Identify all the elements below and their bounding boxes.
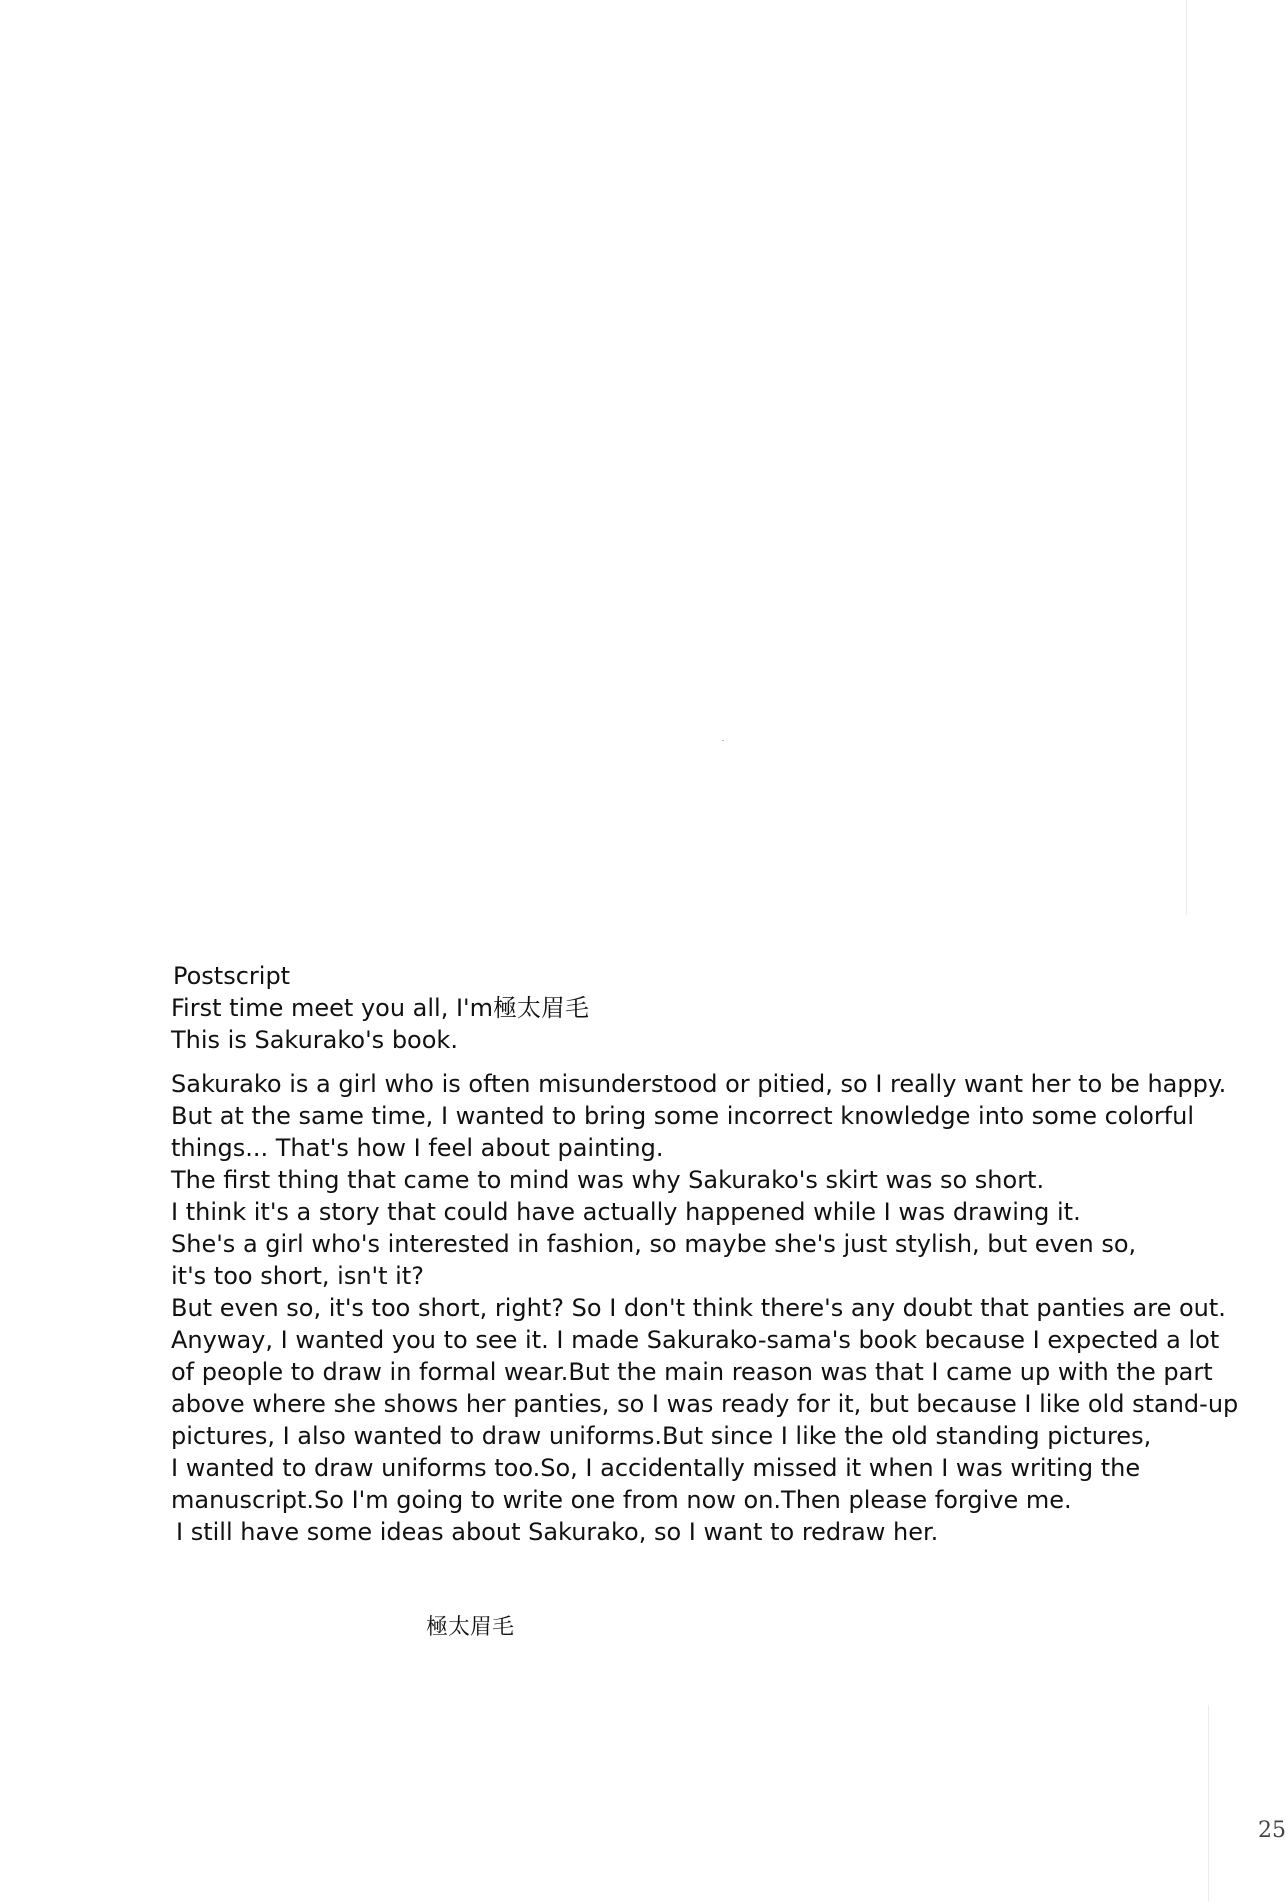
body-line: manuscript.So I'm going to write one from now on.Then please forgive me. (171, 1486, 1072, 1514)
author-signature: 極太眉毛 (426, 1615, 515, 1640)
gutter-line-upper (1186, 0, 1187, 915)
body-line: I wanted to draw uniforms too.So, I accidentally missed it when I was writing the (171, 1454, 1141, 1482)
body-line: She's a girl who's interested in fashion, so maybe she's just stylish, but even so, (171, 1230, 1137, 1258)
postscript-text (171, 960, 1251, 1548)
page-number: 25 (1258, 1818, 1286, 1843)
body-line: I still have some ideas about Sakurako, so I want to redraw her. (176, 1518, 939, 1546)
body-line: The first thing that came to mind was why Sakurako's skirt was so short. (171, 1166, 1045, 1194)
body-line: Anyway, I wanted you to see it. I made Sakurako-sama's book because I expected a lot (171, 1326, 1220, 1354)
body-line: But at the same time, I wanted to bring some incorrect knowledge into some colorful (171, 1102, 1195, 1130)
body-line: of people to draw in formal wear.But the main reason was that I came up with the part (171, 1358, 1213, 1386)
scan-speck (722, 740, 724, 741)
body-line: I think it's a story that could have actually happened while I was drawing it. (171, 1198, 1081, 1226)
intro-line: This is Sakurako's book. (171, 1026, 458, 1054)
body-line: pictures, I also wanted to draw uniforms.But since I like the old standing pictures, (171, 1422, 1152, 1450)
postscript-heading: Postscript (173, 962, 291, 990)
intro-line: First time meet you all, I'm極太眉毛 (171, 994, 590, 1022)
body-line: it's too short, isn't it? (171, 1262, 424, 1290)
body-line: above where she shows her panties, so I was ready for it, but because I like old stand-up (171, 1390, 1239, 1418)
body-line: things... That's how I feel about painting. (171, 1134, 664, 1162)
postscript-body (171, 1068, 1251, 1548)
gutter-line-lower (1208, 1705, 1209, 1902)
body-line: But even so, it's too short, right? So I don't think there's any doubt that panties are out. (171, 1294, 1226, 1322)
body-line: Sakurako is a girl who is often misunderstood or pitied, so I really want her to be happy. (171, 1070, 1227, 1098)
